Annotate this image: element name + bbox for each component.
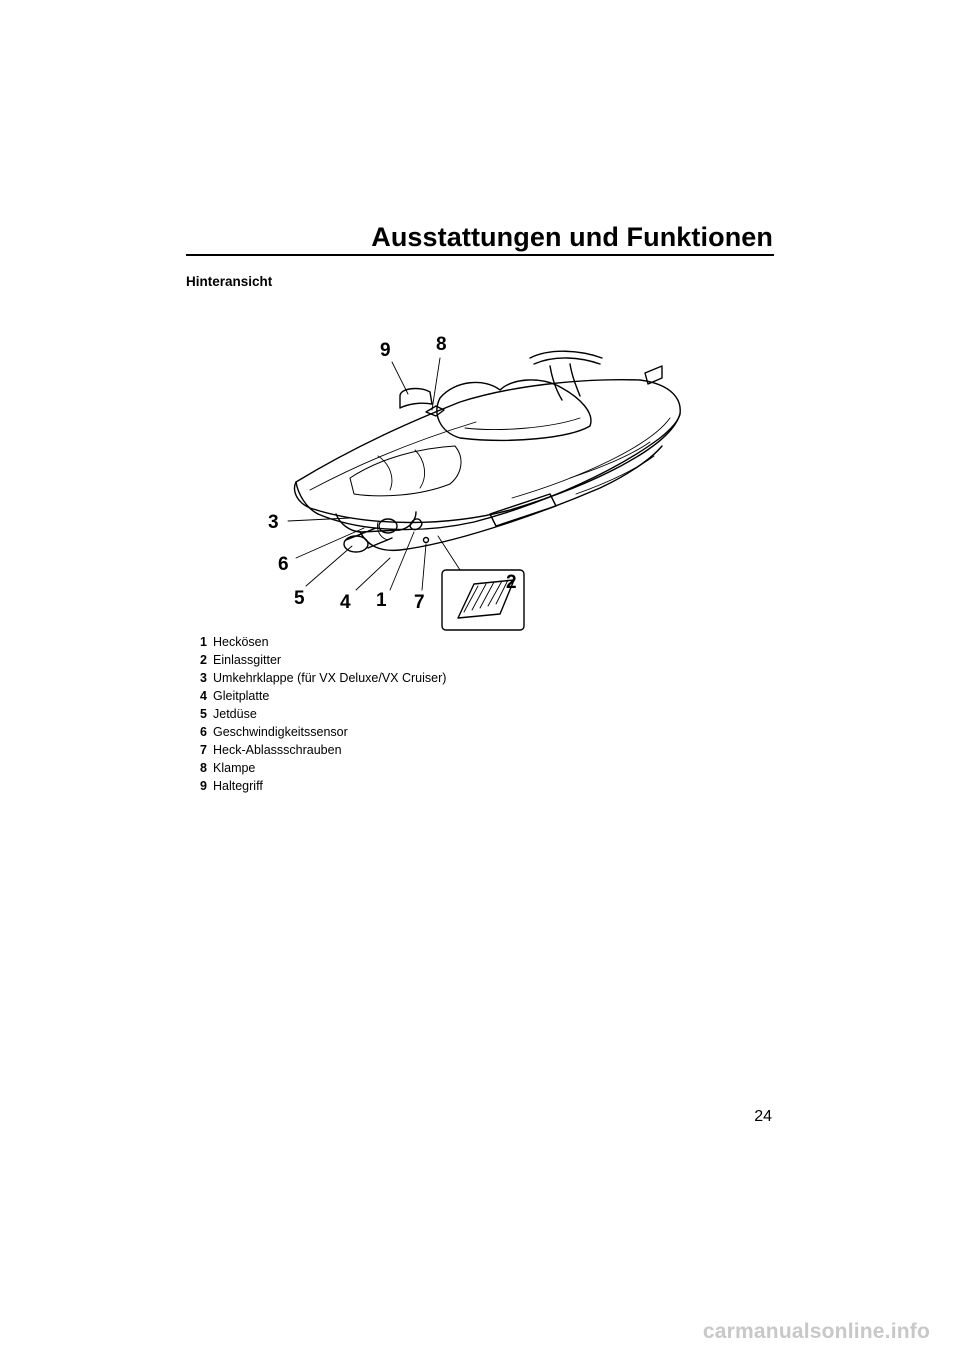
legend-label: Heck-Ablassschrauben: [213, 743, 342, 757]
callout-8: 8: [436, 334, 447, 355]
callout-6: 6: [278, 554, 289, 575]
legend-item: [200, 669, 446, 687]
callout-1: 1: [376, 590, 387, 611]
legend-label: Einlassgitter: [213, 653, 282, 667]
callout-3: 3: [268, 512, 279, 533]
legend-number: 9: [200, 779, 207, 793]
legend-label: Haltegriff: [213, 779, 263, 793]
legend-item: [200, 741, 446, 759]
legend-label: Jetdüse: [213, 707, 257, 721]
parts-legend: [200, 633, 446, 795]
callout-4: 4: [340, 592, 351, 613]
legend-item: [200, 705, 446, 723]
legend-number: 8: [200, 761, 207, 775]
callout-2: 2: [506, 572, 517, 593]
legend-item: [200, 723, 446, 741]
legend-item: [200, 633, 446, 651]
legend-label: Gleitplatte: [213, 689, 270, 703]
callout-5: 5: [294, 588, 305, 609]
legend-item: [200, 651, 446, 669]
title-rule: [186, 254, 774, 256]
legend-number: 2: [200, 653, 207, 667]
legend-number: 1: [200, 635, 207, 649]
legend-number: 3: [200, 671, 207, 685]
legend-item: [200, 777, 446, 795]
legend-number: 6: [200, 725, 207, 739]
callout-7: 7: [414, 592, 425, 613]
legend-label: Klampe: [213, 761, 256, 775]
watermark: carmanualsonline.info: [702, 1320, 930, 1343]
legend-item: [200, 687, 446, 705]
page-title: Ausstattungen und Funktionen: [371, 222, 773, 252]
legend-number: 4: [200, 689, 207, 703]
legend-label: Umkehrklappe (für VX Deluxe/VX Cruiser): [213, 671, 447, 685]
legend-number: 7: [200, 743, 207, 757]
callout-9: 9: [380, 340, 391, 361]
legend-number: 5: [200, 707, 207, 721]
legend-label: Heckösen: [213, 635, 269, 649]
legend-item: [200, 759, 446, 777]
section-heading: Hinteransicht: [186, 274, 273, 289]
legend-label: Geschwindigkeitssensor: [213, 725, 348, 739]
watercraft-rear-view-figure: [250, 318, 710, 638]
page-number: 24: [754, 1108, 772, 1125]
